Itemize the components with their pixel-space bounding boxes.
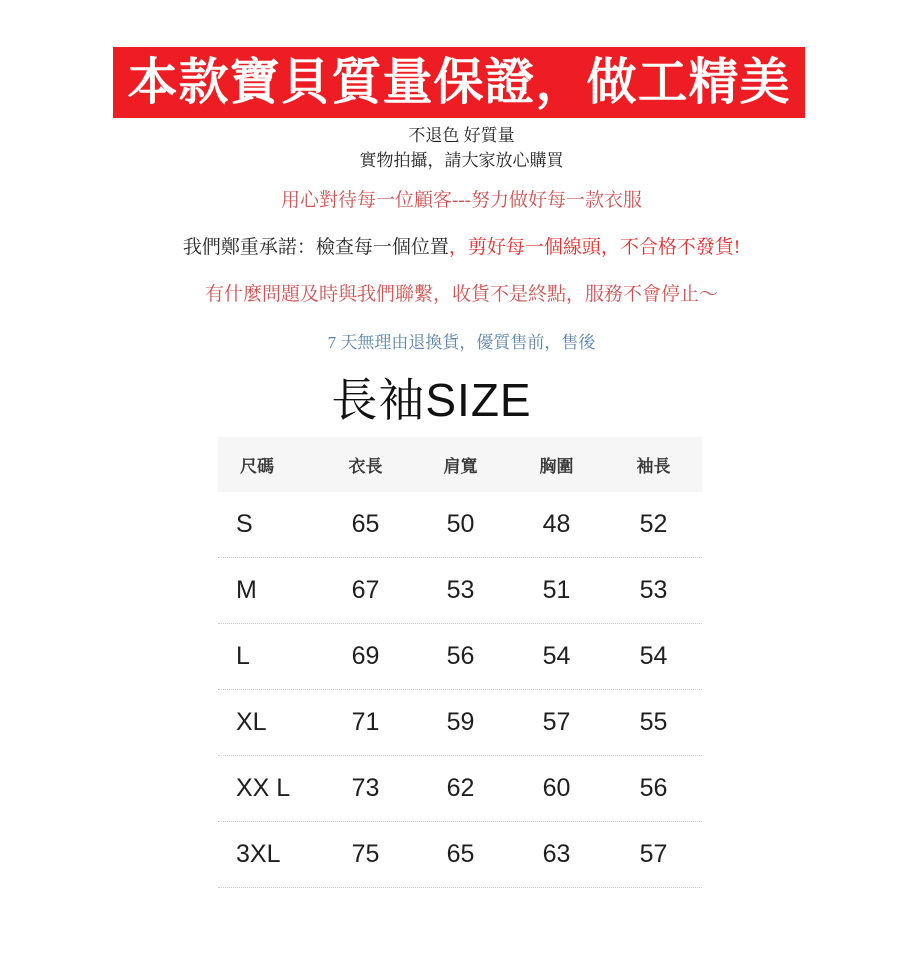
sleeve-value: 53 bbox=[639, 576, 668, 604]
sleeve-value: 54 bbox=[639, 642, 668, 670]
shoulder-value: 65 bbox=[446, 840, 475, 868]
promo-line-service: 有什麼問題及時與我們聯繫，收貨不是終點，服務不會停止～ bbox=[204, 284, 718, 305]
size-chart-table bbox=[218, 437, 702, 888]
sleeve-value: 55 bbox=[639, 708, 668, 736]
shoulder-value: 53 bbox=[446, 576, 475, 604]
size-value: M bbox=[236, 576, 257, 604]
product-detail-page bbox=[0, 47, 923, 970]
table-row-m bbox=[218, 558, 702, 624]
size-value: 3XL bbox=[236, 840, 281, 868]
table-row-3xl bbox=[218, 822, 702, 888]
size-chart-title: 長袖SIZE bbox=[331, 374, 532, 426]
shoulder-value: 56 bbox=[446, 642, 475, 670]
sleeve-value: 57 bbox=[639, 840, 668, 868]
banner-text: 本款寶貝質量保證，做工精美 bbox=[127, 54, 791, 110]
table-row-xl bbox=[218, 690, 702, 756]
length-value: 73 bbox=[351, 774, 380, 802]
column-header-length: 衣長 bbox=[348, 457, 383, 476]
size-table-header-row bbox=[218, 437, 702, 492]
chest-value: 48 bbox=[542, 510, 571, 538]
size-value: XX L bbox=[236, 774, 291, 802]
sleeve-value: 56 bbox=[639, 774, 668, 802]
size-value: L bbox=[236, 642, 250, 670]
promo-line-no-fade: 不退色 好質量 bbox=[408, 126, 515, 145]
size-value: XL bbox=[236, 708, 267, 736]
chest-value: 54 bbox=[542, 642, 571, 670]
quality-guarantee-banner bbox=[113, 47, 805, 118]
chest-value: 51 bbox=[542, 576, 571, 604]
column-header-shoulder: 肩寬 bbox=[443, 457, 478, 476]
table-row-l bbox=[218, 624, 702, 690]
shoulder-value: 50 bbox=[446, 510, 475, 538]
promo-line-customer-care: 用心對待每一位顧客---努力做好每一款衣服 bbox=[281, 190, 642, 211]
promise-red-part: ，剪好每一個線頭，不合格不發貨! bbox=[448, 237, 741, 258]
column-header-chest: 胸圍 bbox=[539, 457, 574, 476]
shoulder-value: 59 bbox=[446, 708, 475, 736]
length-value: 71 bbox=[351, 708, 380, 736]
promo-line-real-photo: 實物拍攝，請大家放心購買 bbox=[359, 151, 564, 170]
column-header-sleeve: 袖長 bbox=[636, 457, 671, 476]
size-value: S bbox=[236, 510, 253, 538]
chest-value: 63 bbox=[542, 840, 571, 868]
promise-black-part: 我們鄭重承諾：檢查每一個位置 bbox=[182, 237, 449, 258]
length-value: 75 bbox=[351, 840, 380, 868]
table-row-xxl bbox=[218, 756, 702, 822]
chest-value: 57 bbox=[542, 708, 571, 736]
sleeve-value: 52 bbox=[639, 510, 668, 538]
table-row-s bbox=[218, 492, 702, 558]
promo-line-return-policy: 7 天無理由退換貨，優質售前，售後 bbox=[327, 333, 596, 352]
length-value: 69 bbox=[351, 642, 380, 670]
column-header-size: 尺碼 bbox=[240, 457, 274, 476]
chest-value: 60 bbox=[542, 774, 571, 802]
length-value: 67 bbox=[351, 576, 380, 604]
length-value: 65 bbox=[351, 510, 380, 538]
promo-line-promise bbox=[0, 235, 923, 261]
shoulder-value: 62 bbox=[446, 774, 475, 802]
